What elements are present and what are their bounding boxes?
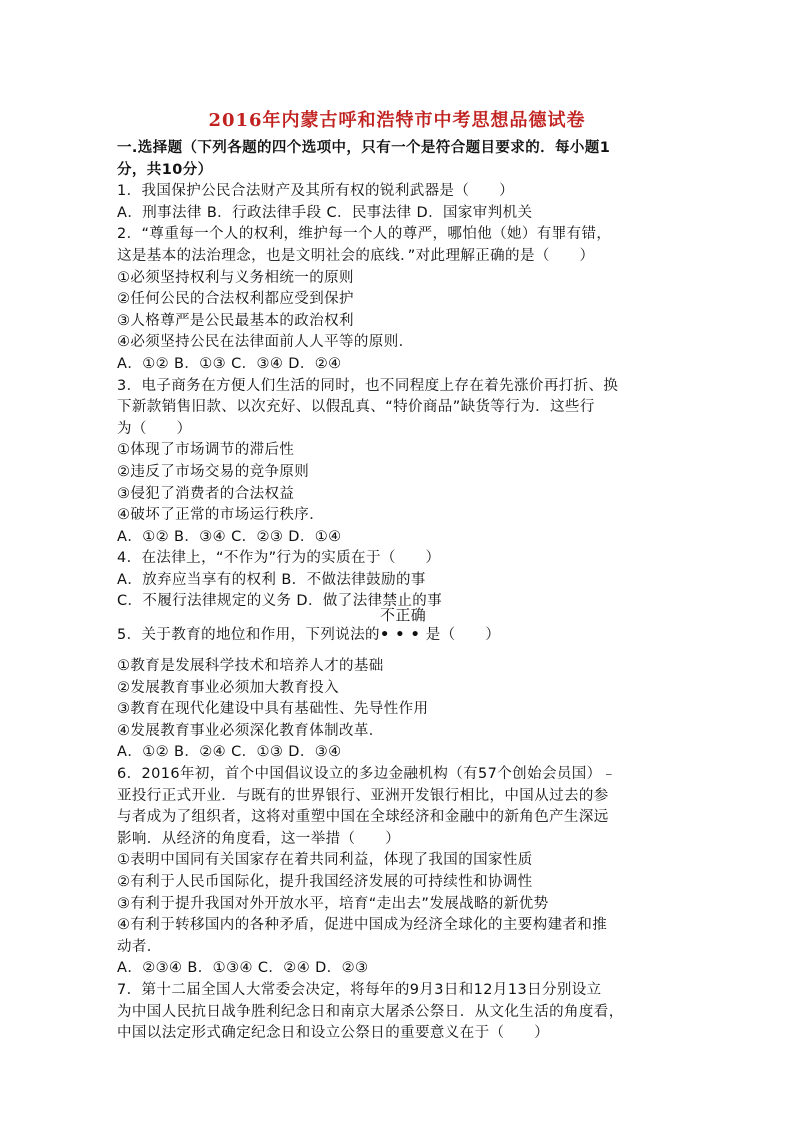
question-5-options: A．①② B．②④ C．①③ D．③④ — [117, 744, 342, 761]
question-2-statement: ③人格尊严是公民最基本的政治权利 — [117, 312, 354, 329]
section-header-line: 一.选择题（下列各题的四个选项中，只有一个是符合题目要求的．每小题1 — [117, 140, 611, 156]
emphasis-word: 不正确 — [379, 606, 427, 625]
question-3-stem: 下新款销售旧款、以次充好、以假乱真、“特价商品”缺货等行为．这些行 — [117, 399, 595, 416]
question-6-statement: ③有利于提升我国对外开放水平，培育“走出去”发展战略的新优势 — [117, 895, 549, 912]
emphasis-group — [379, 606, 427, 647]
question-4-stem: 4．在法律上，“不作为”行为的实质在于（ ） — [117, 550, 441, 567]
question-6-statement: ②有利于人民币国际化，提升我国经济发展的可持续性和协调性 — [117, 874, 533, 890]
question-2-stem: 2．“尊重每一个人的权利，维护每一个人的尊严，哪怕他（她）有罪有错， — [117, 226, 612, 243]
question-3-statement: ①体现了市场调节的滞后性 — [117, 442, 295, 459]
question-6-stem: 6．2016年初，首个中国倡议设立的多边金融机构（有57个创始会员国）﹣ — [117, 766, 617, 783]
question-1-stem: 1．我国保护公民合法财产及其所有权的锐利武器是（ ） — [117, 183, 515, 200]
question-2-statement: ①必须坚持权利与义务相统一的原则 — [117, 269, 354, 286]
section-header-line: 分，共10分） — [117, 161, 213, 178]
question-2-statement: ④必须坚持公民在法律面前人人平等的原则． — [117, 334, 414, 351]
question-5-prefix: 5．关于教育的地位和作用，下列说法的 — [117, 627, 380, 644]
question-7-stem: 7．第十二届全国人大常委会决定，将每年的9月3日和12月13日分别设立 — [117, 981, 602, 998]
question-3-stem: 3．电子商务在方便人们生活的同时，也不同程度上存在着先涨价再打折、换 — [117, 377, 619, 394]
question-6-stem: 与者成为了组织者，这将对重塑中国在全球经济和金融中的新角色产生深远 — [117, 809, 609, 826]
question-6-stem: 影响．从经济的角度看，这一举措（ ） — [117, 830, 401, 847]
question-6-statement: ①表明中国同有关国家存在着共同利益，体现了我国的国家性质 — [117, 852, 533, 869]
question-6-options: A．②③④ B．①③④ C．②④ D．②③ — [117, 960, 369, 977]
exam-content — [117, 138, 685, 1045]
question-3-statement: ②违反了市场交易的竞争原则 — [117, 463, 310, 480]
exam-title: 2016年内蒙古呼和浩特市中考思想品德试卷 — [208, 110, 586, 131]
question-3-statement: ④破坏了正常的市场运行秩序． — [117, 507, 325, 524]
question-2-stem: 这是基本的法治理念，也是文明社会的底线．”对此理解正确的是（ ） — [117, 247, 595, 264]
question-4-options: C．不履行法律规定的义务 D．做了法律禁止的事 — [117, 593, 443, 610]
question-3-stem: 为（ ） — [117, 420, 192, 437]
question-7-stem: 中国以法定形式确定纪念日和设立公祭日的重要意义在于（ ） — [117, 1025, 550, 1042]
question-6-statement: 动者． — [117, 938, 162, 955]
question-5-suffix: 是（ ） — [425, 627, 501, 644]
question-5-stem — [117, 606, 685, 656]
question-5-statement: ①教育是发展科学技术和培养人才的基础 — [117, 658, 384, 675]
question-5-statement: ③教育在现代化建设中具有基础性、先导性作用 — [117, 701, 429, 718]
question-7-stem: 为中国人民抗日战争胜利纪念日和南京大屠杀公祭日．从文化生活的角度看， — [117, 1003, 624, 1020]
emphasis-dots: ••• — [379, 627, 426, 644]
question-3-options: A．①② B．③④ C．②③ D．①④ — [117, 528, 342, 545]
question-2-statement: ②任何公民的合法权利都应受到保护 — [117, 291, 354, 308]
question-3-statement: ③侵犯了消费者的合法权益 — [117, 485, 295, 502]
question-5-statement: ②发展教育事业必须加大教育投入 — [117, 679, 339, 696]
question-6-stem: 亚投行正式开业．与既有的世界银行、亚洲开发银行相比，中国从过去的参 — [117, 787, 609, 804]
question-4-options: A．放弃应当享有的权利 B．不做法律鼓励的事 — [117, 571, 426, 588]
question-2-options: A．①② B．①③ C．③④ D．②④ — [117, 355, 342, 372]
question-5-statement: ④发展教育事业必须深化教育体制改革． — [117, 722, 384, 739]
question-6-statement: ④有利于转移国内的各种矛盾，促进中国成为经济全球化的主要构建者和推 — [117, 917, 608, 934]
question-1-options: A．刑事法律 B．行政法律手段 C．民事法律 D．国家审判机关 — [117, 204, 533, 221]
